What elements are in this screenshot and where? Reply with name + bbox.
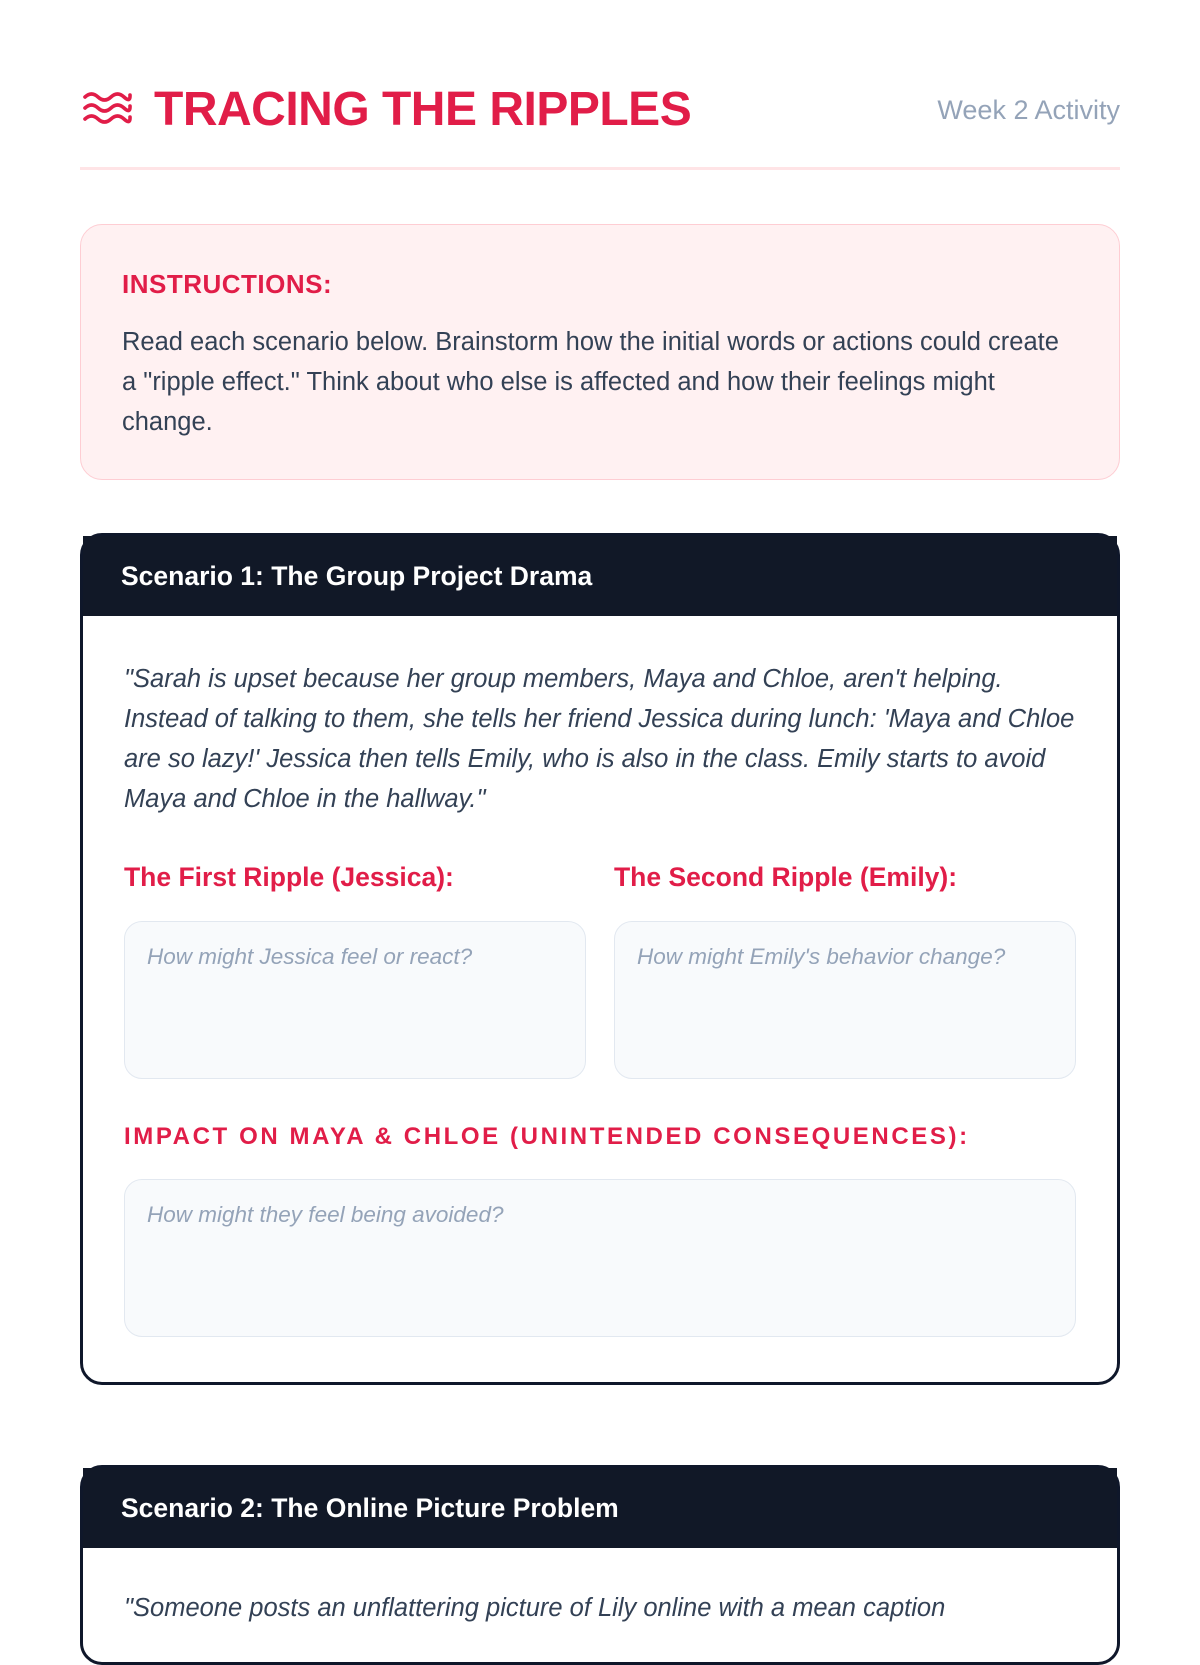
impact-input[interactable]: How might they feel being avoided? xyxy=(124,1179,1076,1337)
scenario-card-2 xyxy=(80,1465,1120,1665)
first-ripple-input[interactable]: How might Jessica feel or react? xyxy=(124,921,586,1079)
instructions-panel xyxy=(80,224,1120,480)
scenario-quote: "Sarah is upset because her group members, Maya and Chloe, aren't helping. Instead of talking to them, she tells her friend Jessica during lunch: 'Maya and Chloe are so lazy!' Jessica then tells Emily, who is also in the class. Emily starts to avoid Maya and Chloe in the hallway." xyxy=(124,665,1075,813)
second-ripple-section xyxy=(614,862,1076,1079)
first-ripple-label: The First Ripple (Jessica): xyxy=(124,862,454,892)
page-title: TRACING THE RIPPLES xyxy=(154,83,692,136)
instructions-label: INSTRUCTIONS: xyxy=(122,269,333,299)
scenario-title: Scenario 1: The Group Project Drama xyxy=(83,536,1117,616)
week-label: Week 2 Activity xyxy=(937,95,1120,125)
waves-icon xyxy=(82,88,132,128)
first-ripple-section xyxy=(124,862,586,1079)
instructions-text: Read each scenario below. Brainstorm how the initial words or actions could create a "ripple effect." Think about who else is affected and how their feelings might change. xyxy=(122,328,1059,436)
impact-label: IMPACT ON MAYA & CHLOE (UNINTENDED CONSEQUENCES): xyxy=(124,1123,970,1150)
ripple-row xyxy=(124,862,1077,1082)
scenario-card-1 xyxy=(80,533,1120,1385)
scenario-body xyxy=(83,1588,1117,1628)
scenario-title: Scenario 2: The Online Picture Problem xyxy=(83,1468,1117,1548)
second-ripple-input[interactable]: How might Emily's behavior change? xyxy=(614,921,1076,1079)
page-header xyxy=(80,78,1120,170)
scenario-body xyxy=(83,659,1117,1337)
scenario-quote: "Someone posts an unflattering picture of Lily online with a mean caption xyxy=(124,1594,946,1622)
second-ripple-label: The Second Ripple (Emily): xyxy=(614,862,958,892)
